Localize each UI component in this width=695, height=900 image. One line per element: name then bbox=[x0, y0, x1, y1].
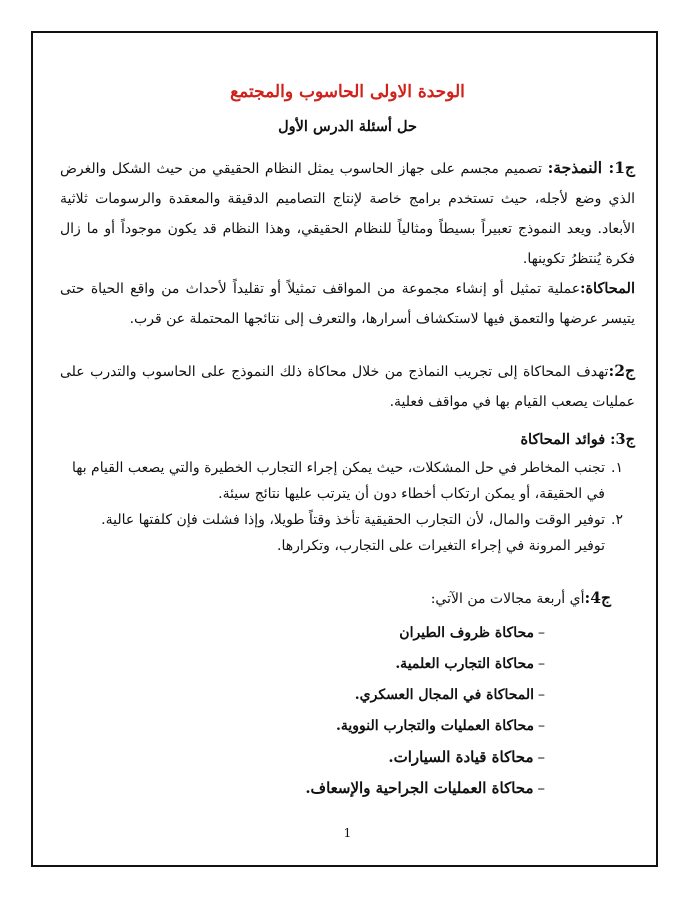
list-item-number: ٢. bbox=[611, 512, 623, 528]
page-number: 1 bbox=[343, 826, 352, 840]
answer-3-label: ج3: فوائد المحاكاة bbox=[520, 431, 635, 448]
list-item: –محاكاة قيادة السيارات. bbox=[388, 748, 545, 766]
answer-4-label: ج4: bbox=[584, 588, 611, 607]
answer-1 bbox=[60, 153, 635, 274]
simulation-definition bbox=[60, 274, 635, 334]
list-item-text: محاكاة ظروف الطيران bbox=[399, 625, 534, 641]
list-item: –محاكاة التجارب العلمية. bbox=[395, 656, 545, 672]
simulation-text: عملية تمثيل أو إنشاء مجموعة من المواقف تمثيلاً أو تقليداً لأحداث من واقع الحياة حتى يتيسر عرضها والتعمق فيها لاستكشاف أسرارها، والتعرف إلى نتائجها المحتملة عن قرب. bbox=[60, 281, 635, 327]
answer-2-text: تهدف المحاكاة إلى تجريب النماذج من خلال محاكاة ذلك النموذج على الحاسوب والتدرب على عمليات يصعب القيام بها في مواقف فعلية. bbox=[60, 364, 635, 410]
list-item: –محاكاة العمليات الجراحية والإسعاف. bbox=[305, 779, 545, 797]
answer-4-text: أي أربعة مجالات من الآتي: bbox=[430, 591, 585, 607]
page-title: الوحدة الاولى الحاسوب والمجتمع bbox=[230, 82, 465, 102]
benefits-list bbox=[60, 455, 635, 533]
answer-4 bbox=[60, 583, 635, 614]
list-item-text: محاكاة التجارب العلمية. bbox=[395, 656, 534, 672]
simulation-fields-list bbox=[60, 618, 635, 803]
document-body bbox=[60, 72, 635, 804]
simulation-label: المحاكاة: bbox=[580, 280, 635, 297]
list-item-text: توفير الوقت والمال، لأن التجارب الحقيقية تأخذ وقتاً طويلا، وإذا فشلت فإن كلفتها عالية. bbox=[101, 512, 605, 528]
answer-3-heading bbox=[60, 425, 635, 455]
list-item bbox=[60, 507, 621, 533]
list-item-text: محاكاة العمليات الجراحية والإسعاف. bbox=[305, 779, 534, 797]
list-item bbox=[60, 455, 621, 507]
list-item: –محاكاة ظروف الطيران bbox=[399, 625, 545, 641]
benefit-extra: توفير المرونة في إجراء التغيرات على التجارب، وتكرارها. bbox=[277, 538, 605, 554]
list-item: –محاكاة العمليات والتجارب النووية. bbox=[335, 718, 545, 734]
answer-1-text: تصميم مجسم على جهاز الحاسوب يمثل النظام الحقيقي من حيث الشكل والغرض الذي وضع لأجله، حيث تستخدم برامج خاصة لإنتاج التصاميم الدقيقة والمعقدة والرسومات ثلاثية الأبعاد. ويعد النموذج تعبيراً بسيطاً ومثالياً للنظام الحقيقي، وهذا النظام قد يكون موجوداً أو ما زال فكرة يُنتظرُ تكوينها. bbox=[60, 161, 635, 267]
answer-1-label: ج1: النمذجة: bbox=[547, 158, 635, 177]
answer-2-label: ج2: bbox=[608, 361, 635, 380]
list-item-text: المحاكاة في المجال العسكري. bbox=[354, 687, 534, 703]
page-subtitle: حل أسئلة الدرس الأول bbox=[278, 118, 417, 135]
list-item-text: تجنب المخاطر في حل المشكلات، حيث يمكن إجراء التجارب الخطيرة والتي يصعب القيام بها في الحقيقة، أو يمكن ارتكاب أخطاء دون أن يترتب عليها نتائج سيئة. bbox=[71, 460, 605, 502]
list-item-number: ١. bbox=[611, 460, 623, 476]
list-item-text: محاكاة قيادة السيارات. bbox=[388, 748, 534, 766]
list-item: –المحاكاة في المجال العسكري. bbox=[354, 687, 545, 703]
answer-2 bbox=[60, 356, 635, 417]
list-item-text: محاكاة العمليات والتجارب النووية. bbox=[335, 718, 534, 734]
